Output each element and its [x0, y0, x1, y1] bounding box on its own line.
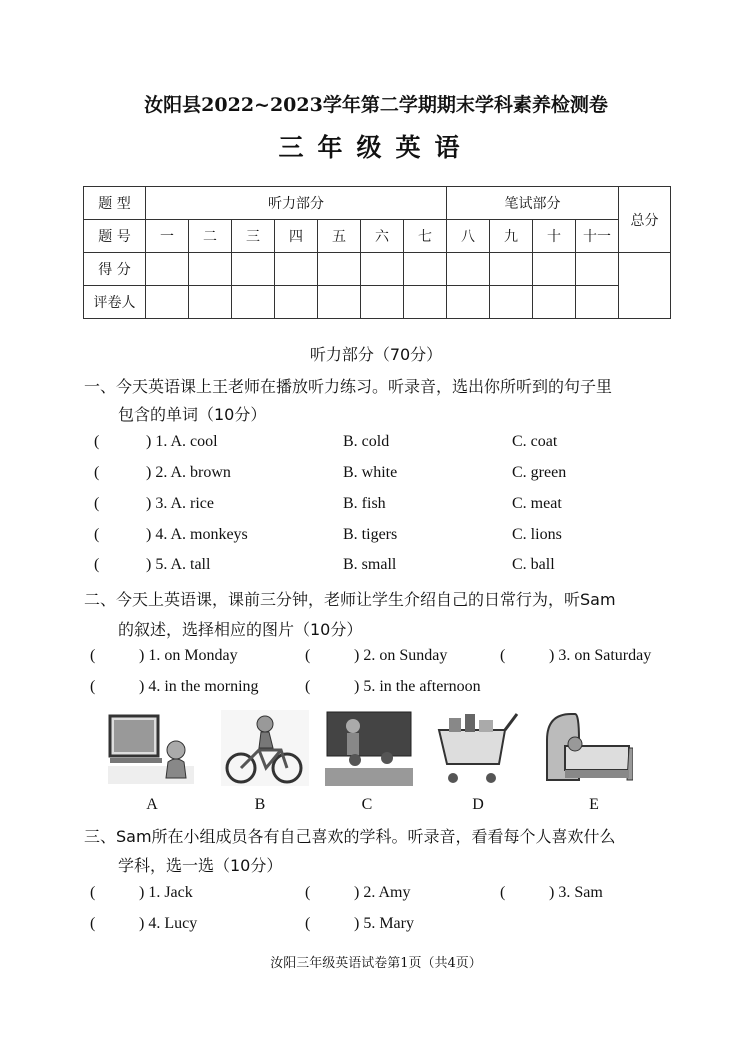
q2-heading-line1: 二、今天上英语课，课前三分钟，老师让学生介绍自己的日常行为，听Sam [84, 590, 616, 609]
picture-label-c: C [361, 796, 373, 813]
answer-blank[interactable]: ( [90, 915, 96, 932]
picture-label-e: E [589, 796, 599, 813]
question-number: 五 [318, 220, 361, 253]
score-cell[interactable] [490, 253, 533, 286]
grader-cell[interactable] [189, 286, 232, 319]
score-cell[interactable] [404, 253, 447, 286]
question-number: 一 [146, 220, 189, 253]
q1-item5-option-a: ) 5. A. tall [146, 556, 211, 573]
q1-item3-option-a: ) 3. A. rice [146, 495, 214, 512]
answer-blank[interactable]: ( [305, 884, 311, 901]
q1-item1-option-c: C. coat [512, 433, 558, 450]
picture-label-b: B [254, 796, 266, 813]
q3-item3: ) 3. Sam [549, 884, 603, 901]
q3-item2: ) 2. Amy [354, 884, 411, 901]
answer-blank[interactable]: ( [94, 433, 100, 450]
score-cell[interactable] [533, 253, 576, 286]
q1-item2-option-c: C. green [512, 464, 567, 481]
answer-blank[interactable]: ( [500, 884, 506, 901]
exam-subtitle: 三年级英语 [278, 133, 474, 162]
q2-item5: ) 5. in the afternoon [354, 678, 481, 695]
question-number: 二 [189, 220, 232, 253]
answer-blank[interactable]: ( [94, 495, 100, 512]
grader-cell[interactable] [404, 286, 447, 319]
question-number: 六 [361, 220, 404, 253]
q1-item5-option-b: B. small [343, 556, 397, 573]
listening-part-header: 听力部分 [146, 187, 447, 220]
answer-blank[interactable]: ( [305, 647, 311, 664]
answer-blank[interactable]: ( [305, 678, 311, 695]
score-cell[interactable] [232, 253, 275, 286]
sleeping-in-bed-picture [545, 710, 633, 786]
score-cell[interactable] [146, 253, 189, 286]
q3-item4: ) 4. Lucy [139, 915, 198, 932]
grader-cell[interactable] [146, 286, 189, 319]
score-cell[interactable] [275, 253, 318, 286]
q2-item1: ) 1. on Monday [139, 647, 238, 664]
q3-heading-line2: 学科，选一选（10分） [118, 856, 283, 875]
q2-item2: ) 2. on Sunday [354, 647, 448, 664]
q1-item2-option-b: B. white [343, 464, 398, 481]
watching-tv-picture [108, 710, 196, 786]
grader-cell[interactable] [318, 286, 361, 319]
score-cell[interactable] [361, 253, 404, 286]
writing-part-header: 笔试部分 [447, 187, 619, 220]
exam-title: 汝阳县2022~2023学年第二学期期末学科素养检测卷 [144, 94, 608, 116]
total-score-cell[interactable] [619, 253, 671, 319]
answer-blank[interactable]: ( [90, 678, 96, 695]
q1-item3-option-c: C. meat [512, 495, 562, 512]
question-number: 十一 [576, 220, 619, 253]
q1-item4-option-a: ) 4. A. monkeys [146, 526, 248, 543]
q2-item4: ) 4. in the morning [139, 678, 259, 695]
q1-item2-option-a: ) 2. A. brown [146, 464, 231, 481]
question-number: 四 [275, 220, 318, 253]
score-table [83, 186, 671, 319]
grader-cell[interactable] [275, 286, 318, 319]
q1-item5-option-c: C. ball [512, 556, 555, 573]
question-number: 十 [533, 220, 576, 253]
question-number: 三 [232, 220, 275, 253]
q3-heading-line1: 三、Sam所在小组成员各有自己喜欢的学科。听录音，看看每个人喜欢什么 [84, 827, 616, 846]
q2-item3: ) 3. on Saturday [549, 647, 652, 664]
q2-heading-line2: 的叙述，选择相应的图片（10分） [118, 620, 363, 639]
answer-blank[interactable]: ( [94, 464, 100, 481]
picture-label-a: A [146, 796, 158, 813]
grader-cell[interactable] [533, 286, 576, 319]
score-cell[interactable] [318, 253, 361, 286]
riding-bike-picture [221, 710, 309, 786]
question-number: 七 [404, 220, 447, 253]
classroom-picture [325, 710, 413, 786]
grader-cell[interactable] [576, 286, 619, 319]
answer-blank[interactable]: ( [90, 884, 96, 901]
row-label-number: 题 号 [84, 220, 146, 253]
q1-item1-option-a: ) 1. A. cool [146, 433, 218, 450]
listening-section-heading: 听力部分（70分） [309, 345, 443, 364]
question-number: 九 [490, 220, 533, 253]
grader-cell[interactable] [447, 286, 490, 319]
answer-blank[interactable]: ( [500, 647, 506, 664]
score-cell[interactable] [189, 253, 232, 286]
grader-cell[interactable] [361, 286, 404, 319]
row-label-grader: 评卷人 [84, 286, 146, 319]
q1-item3-option-b: B. fish [343, 495, 386, 512]
page-footer: 汝阳三年级英语试卷第1页（共4页） [270, 956, 482, 971]
total-header: 总分 [619, 187, 671, 253]
answer-blank[interactable]: ( [94, 556, 100, 573]
q1-item4-option-c: C. lions [512, 526, 562, 543]
answer-blank[interactable]: ( [305, 915, 311, 932]
answer-blank[interactable]: ( [90, 647, 96, 664]
score-cell[interactable] [447, 253, 490, 286]
q1-heading-line2: 包含的单词（10分） [118, 405, 267, 424]
shopping-cart-picture [433, 710, 521, 786]
question-number: 八 [447, 220, 490, 253]
answer-blank[interactable]: ( [94, 526, 100, 543]
grader-cell[interactable] [232, 286, 275, 319]
q1-item4-option-b: B. tigers [343, 526, 398, 543]
grader-cell[interactable] [490, 286, 533, 319]
q1-item1-option-b: B. cold [343, 433, 390, 450]
row-label-score: 得 分 [84, 253, 146, 286]
q3-item5: ) 5. Mary [354, 915, 414, 932]
picture-label-d: D [472, 796, 484, 813]
score-cell[interactable] [576, 253, 619, 286]
row-label-type: 题 型 [84, 187, 146, 220]
q1-heading-line1: 一、今天英语课上王老师在播放听力练习。听录音，选出你所听到的句子里 [84, 377, 613, 396]
q3-item1: ) 1. Jack [139, 884, 193, 901]
